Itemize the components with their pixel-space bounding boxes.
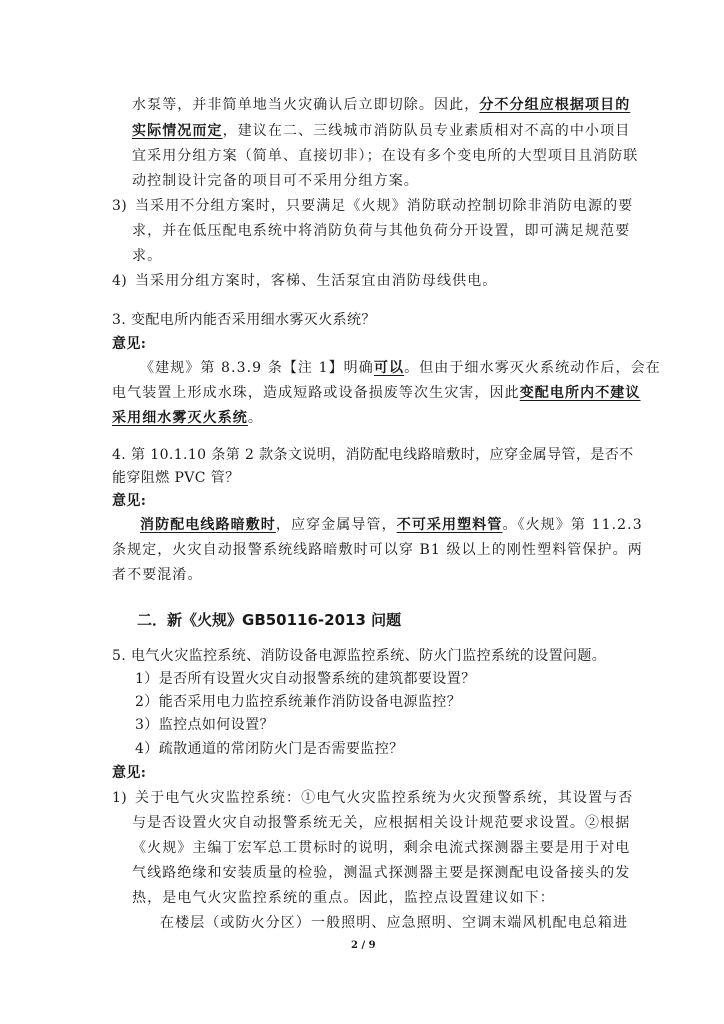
text-line: 水泵等，并非简单地当火灾确认后立即切除。因此，分不分组应根据项目的 — [132, 97, 631, 113]
sub-question: 4）疏散通道的常闭防火门是否需要监控？ — [135, 741, 404, 757]
opinion-label: 意见: — [112, 765, 147, 781]
question-heading: 5. 电气火灾监控系统、消防设备电源监控系统、防火门监控系统的设置问题。 — [112, 648, 607, 664]
sub-question: 2）能否采用电力监控系统兼作消防设备电源监控？ — [135, 694, 462, 710]
text-line: 在楼层（或防火分区）一般照明、应急照明、空调末端风机配电总箱进 — [160, 915, 629, 931]
opinion-label: 意见: — [112, 336, 147, 352]
text-line: 宜采用分组方案（简单、直接切非）；在设有多个变电所的大型项目且消防联 — [132, 148, 639, 164]
text-line: 《建规》第 8.3.9 条【注 1】明确可以。但由于细水雾灭火系统动作后，会在 — [140, 360, 661, 376]
text-line: 求。 — [132, 248, 163, 264]
text-line: 热，是电气火灾监控系统的重点。因此，监控点设置建议如下： — [132, 890, 555, 906]
text-line: 当采用不分组方案时，只要满足《火规》消防联动控制切除非消防电源的要 — [135, 198, 634, 214]
emphasis-text: 消防配电线路暗敷时 — [140, 517, 276, 533]
opinion-label: 意见: — [112, 493, 147, 509]
text-line: 求，并在低压配电系统中将消防负荷与其他负荷分开设置，即可满足规范要 — [132, 223, 631, 239]
list-number: 4) — [112, 273, 128, 289]
list-number: 1) — [112, 790, 128, 806]
page-number: 2 / 9 — [351, 940, 376, 951]
emphasis-text: 可以 — [373, 360, 405, 376]
text-line: 关于电气火灾监控系统：①电气火灾监控系统为火灾预警系统，其设置与否 — [135, 790, 634, 806]
text-line: 消防配电线路暗敷时，应穿金属导管，不可采用塑料管。《火规》第 11.2.3 — [140, 517, 643, 533]
text-line: 与是否设置火灾自动报警系统无关，应根据相关设计规范要求设置。②根据 — [132, 815, 631, 831]
question-heading: 3. 变配电所内能否采用细水雾灭火系统？ — [112, 312, 376, 328]
section-title: 二．新《火规》GB50116-2013 问题 — [137, 611, 402, 629]
emphasis-text: 变配电所内不建议 — [519, 385, 641, 401]
text-line: 《火规》主编丁宏军总工贯标时的说明，剩余电流式探测器主要是用于对电 — [132, 840, 631, 856]
text-line: 电气装置上形成水珠，造成短路或设备损废等次生灾害，因此变配电所内不建议 — [112, 385, 641, 401]
emphasis-text: 不可采用塑料管 — [396, 517, 503, 533]
sub-question: 3）监控点如何设置？ — [135, 717, 274, 733]
emphasis-text: 采用细水雾灭火系统 — [112, 410, 248, 426]
text-line: 气线路绝缘和安装质量的检验，测温式探测器主要是探测配电设备接头的发 — [132, 865, 631, 881]
list-number: 3) — [112, 198, 128, 214]
text-line: 实际情况而定，建议在二、三线城市消防队员专业素质相对不高的中小项目 — [132, 123, 631, 139]
question-heading: 4. 第 10.1.10 条第 2 款条文说明，消防配电线路暗敷时，应穿金属导管，是否不 — [112, 447, 634, 463]
text-line: 采用细水雾灭火系统。 — [112, 410, 264, 426]
text-line: 条规定，火灾自动报警系统线路暗敷时可以穿 B1 级以上的刚性塑料管保护。两 — [112, 542, 643, 558]
text-line: 动控制设计完备的项目可不采用分组方案。 — [132, 173, 419, 189]
emphasis-text: 分不分组应根据项目的 — [479, 97, 631, 113]
emphasis-text: 实际情况而定 — [132, 123, 223, 139]
question-heading: 能穿阻燃 PVC 管？ — [112, 470, 240, 486]
text-line: 者不要混淆。 — [112, 567, 203, 583]
text-line: 当采用分组方案时，客梯、生活泵宜由消防母线供电。 — [135, 273, 498, 289]
sub-question: 1）是否所有设置火灾自动报警系统的建筑都要设置？ — [135, 671, 476, 687]
